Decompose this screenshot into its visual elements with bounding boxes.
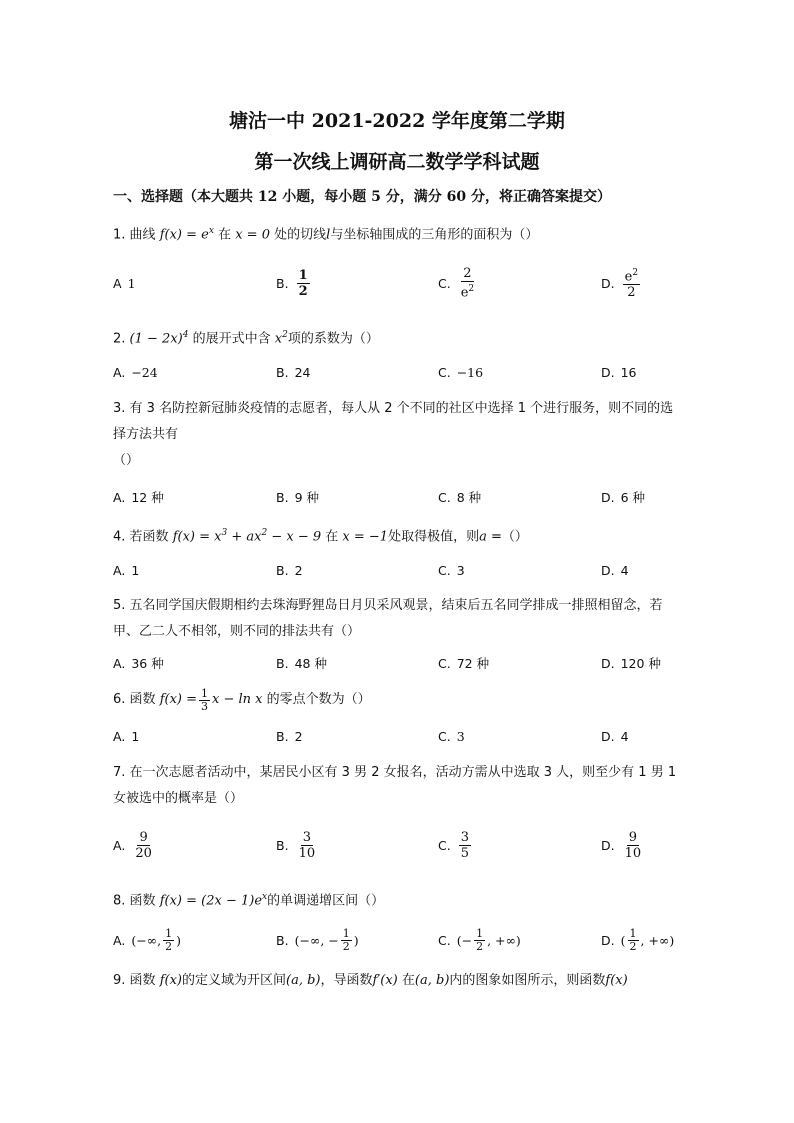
fraction: $\frac{e^2}{2}$ (624, 267, 639, 301)
option-a[interactable]: A. 36 种 (113, 655, 164, 671)
question-4: 4. 若函数 $f(x) = x^3 + ax^2 - x - 9$ 在 x = −1处取得极值，则a =（） (113, 528, 528, 545)
exam-title: 塘沽一中 2021-2022 学年度第二学期 (229, 110, 565, 132)
option-c[interactable]: C. $\frac{2}{e^2}$ (438, 265, 475, 301)
question-8-options (113, 920, 693, 960)
option-d[interactable]: D. 120 种 (601, 655, 661, 671)
option-d[interactable]: D. 16 (601, 364, 637, 380)
section-heading: 一、选择题（本大题共 12 小题，每小题 5 分，满分 60 分，将正确答案提交） (113, 189, 611, 205)
option-b[interactable]: B. $\frac{3}{10}$ (276, 829, 316, 861)
question-9: 9. 函数 f(x)的定义域为开区间(a, b)，导函数f′(x) 在(a, b)内的图象如图所示，则函数f(x) (113, 973, 628, 988)
option-d[interactable]: D. $\frac{9}{10}$ (601, 829, 642, 861)
question-3: 3. 有 3 名防控新冠肺炎疫情的志愿者，每人从 2 个不同的社区中选择 1 个进行服务，则不同的选 择方法共有 （） (113, 401, 674, 468)
option-d[interactable]: D. $\frac{e^2}{2}$ (601, 267, 639, 301)
option-a[interactable]: A. −24 (113, 364, 158, 380)
question-2-options (113, 352, 693, 392)
option-d[interactable]: D. 4 (601, 728, 629, 744)
question-2: 2. $(1 - 2x)^4$ 的展开式中含 $x^2$项的系数为（） (113, 330, 379, 347)
option-d[interactable]: D. ( $\frac{1}{2}$ , +∞) (601, 926, 675, 953)
option-b[interactable]: B. 48 种 (276, 655, 327, 671)
option-c[interactable]: C. (− $\frac{1}{2}$ , +∞) (438, 926, 521, 953)
option-a[interactable]: A 1 (113, 275, 136, 291)
fraction: $\frac{1}{2}$ (165, 926, 173, 953)
option-c[interactable]: C. −16 (438, 364, 484, 380)
option-a[interactable]: A. (−∞, $\frac{1}{2}$ ) (113, 926, 181, 953)
option-b[interactable]: B. 2 (276, 728, 303, 744)
fraction: $\frac{1}{3}$ (201, 686, 209, 713)
fraction: $\frac{3}{5}$ (460, 829, 469, 861)
option-c[interactable]: C. 3 (438, 562, 465, 578)
option-c[interactable]: C. 8 种 (438, 489, 482, 505)
option-b[interactable]: B. 24 (276, 364, 311, 380)
fraction: $\frac{1}{2}$ (629, 926, 637, 953)
fraction: $\frac{1}{2}$ (298, 267, 308, 299)
option-a[interactable]: A. 1 (113, 562, 140, 578)
fraction: $\frac{1}{2}$ (476, 926, 484, 953)
option-d[interactable]: D. 4 (601, 562, 629, 578)
question-7-options (113, 825, 693, 865)
option-a[interactable]: A. 12 种 (113, 489, 164, 505)
option-c[interactable]: C. 3 (438, 728, 465, 744)
fraction: $\frac{1}{2}$ (342, 926, 350, 953)
question-5: 5. 五名同学国庆假期相约去珠海野狸岛日月贝采风观景，结束后五名同学排成一排照相留念，若 甲、乙二人不相邻，则不同的排法共有（） (113, 598, 663, 639)
option-c[interactable]: C. 72 种 (438, 655, 490, 671)
exam-subtitle: 第一次线上调研高二数学学科试题 (254, 151, 540, 173)
question-1: 1. 曲线 $f(x) = e^x$ 在 x = 0 处的切线l与坐标轴围成的三角形的面积为（） (113, 226, 539, 243)
option-d[interactable]: D. 6 种 (601, 489, 646, 505)
question-1-options (113, 263, 693, 303)
fraction: $\frac{9}{20}$ (135, 829, 152, 861)
question-3-options (113, 477, 693, 517)
question-7: 7. 在一次志愿者活动中，某居民小区有 3 男 2 女报名，活动方需从中选取 3 人，则至少有 1 男 1 女被选中的概率是（） (113, 765, 677, 806)
question-4-options (113, 550, 693, 590)
fraction: $\frac{2}{e^2}$ (460, 265, 475, 301)
option-c[interactable]: C. $\frac{3}{5}$ (438, 829, 469, 861)
option-a[interactable]: A. $\frac{9}{20}$ (113, 829, 152, 861)
question-5-options (113, 643, 693, 683)
option-a[interactable]: A. 1 (113, 728, 140, 744)
fraction: $\frac{9}{10}$ (624, 829, 642, 861)
question-8: 8. 函数 $f(x) = (2x - 1)e^x$的单调递增区间（） (113, 892, 385, 909)
option-b[interactable]: B. (−∞, − $\frac{1}{2}$ ) (276, 926, 359, 953)
option-b[interactable]: B. 9 种 (276, 489, 319, 505)
question-6-options (113, 716, 693, 756)
option-b[interactable]: B. 2 (276, 562, 303, 578)
option-b[interactable]: B. $\frac{1}{2}$ (276, 267, 308, 299)
question-6: 6. 函数 f(x) = $\frac{1}{3}$ x − ln x 的零点个数为（） (113, 686, 371, 713)
fraction: $\frac{3}{10}$ (298, 829, 316, 861)
